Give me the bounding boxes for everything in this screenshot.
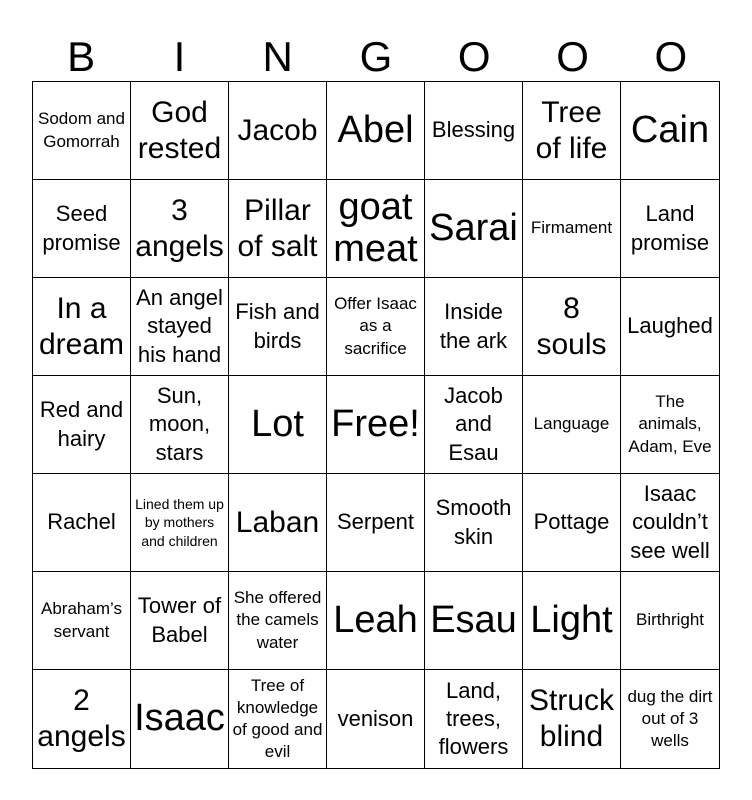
bingo-cell	[523, 180, 621, 278]
cell-text: Tree of life	[535, 95, 608, 165]
cell-text: Sun, moon, stars	[148, 383, 211, 465]
cell-text: Smooth skin	[435, 495, 512, 549]
cell-text: Offer Isaac as a sacrifice	[334, 294, 417, 358]
bingo-cell	[523, 474, 621, 572]
cell-text: Esau	[430, 598, 517, 641]
bingo-cell	[229, 278, 327, 376]
cell-text: Abraham’s servant	[41, 599, 122, 641]
bingo-cell	[229, 82, 327, 180]
bingo-cell	[621, 474, 719, 572]
bingo-cell	[327, 572, 425, 670]
bingo-cell	[131, 82, 229, 180]
bingo-cell	[425, 82, 523, 180]
cell-text: Tree of knowledge of good and evil	[232, 675, 323, 762]
bingo-cell	[425, 180, 523, 278]
bingo-cell	[131, 278, 229, 376]
bingo-cell	[33, 376, 131, 474]
bingo-cell	[425, 278, 523, 376]
bingo-cell	[229, 180, 327, 278]
cell-text: She offered the camels water	[233, 588, 322, 652]
bingo-cell	[327, 82, 425, 180]
header-letter-n: N	[262, 33, 293, 80]
header-letter-o-3: O	[654, 33, 688, 80]
header-letter-o-2: O	[556, 33, 589, 80]
bingo-cell	[131, 572, 229, 670]
cell-text: Isaac	[134, 697, 225, 740]
cell-text: An angel stayed his hand	[136, 285, 223, 367]
cell-text: Land promise	[630, 201, 710, 255]
cell-text: Jacob and Esau	[444, 383, 503, 465]
cell-text: God rested	[137, 95, 222, 165]
bingo-cell	[621, 572, 719, 670]
bingo-cell	[425, 670, 523, 768]
cell-text: Blessing	[431, 117, 516, 143]
cell-text: The animals, Adam, Eve	[628, 392, 712, 456]
cell-text: 2 angels	[37, 684, 126, 753]
cell-text: Pottage	[533, 509, 610, 535]
bingo-cell	[33, 474, 131, 572]
cell-text: Abel	[337, 108, 414, 151]
cell-text: Light	[530, 598, 613, 641]
cell-text: venison	[337, 705, 414, 731]
cell-text: Laban	[235, 505, 320, 539]
bingo-board	[32, 81, 720, 769]
free-space-cell	[327, 376, 425, 474]
bingo-cell	[523, 82, 621, 180]
bingo-cell	[327, 278, 425, 376]
cell-text: Jacob	[237, 113, 318, 147]
header-letter-g: G	[359, 33, 393, 80]
bingo-cell	[523, 376, 621, 474]
cell-text: Seed promise	[42, 201, 121, 255]
cell-text: Lined them up by mothers and children	[135, 496, 224, 549]
cell-text: goat meat	[333, 185, 418, 270]
cell-text: In a dream	[38, 291, 125, 361]
bingo-cell	[229, 474, 327, 572]
bingo-cell	[229, 376, 327, 474]
bingo-cell	[131, 474, 229, 572]
bingo-cell	[229, 670, 327, 768]
cell-text: Fish and birds	[235, 299, 320, 353]
bingo-cell	[131, 670, 229, 768]
cell-text: Serpent	[336, 509, 415, 535]
cell-text: Cain	[630, 108, 710, 151]
cell-text: Leah	[333, 598, 418, 641]
bingo-cell	[425, 474, 523, 572]
cell-text: 8 souls	[536, 291, 607, 361]
bingo-cell	[33, 180, 131, 278]
bingo-cell	[621, 82, 719, 180]
bingo-cell	[621, 376, 719, 474]
cell-text: Laughed	[627, 313, 713, 339]
bingo-cell	[523, 572, 621, 670]
bingo-cell	[229, 572, 327, 670]
bingo-cell	[523, 278, 621, 376]
header-letter-b: B	[67, 33, 96, 80]
bingo-cell	[621, 180, 719, 278]
cell-text: 3 angels	[135, 193, 224, 263]
bingo-cell	[621, 670, 719, 768]
cell-text: Pillar of salt	[237, 193, 318, 263]
bingo-cell	[131, 180, 229, 278]
bingo-cell	[621, 278, 719, 376]
header-letter-o-1: O	[457, 33, 491, 80]
header-letter-i: I	[173, 33, 186, 80]
cell-text: Isaac couldn’t see well	[630, 481, 710, 563]
bingo-cell	[33, 82, 131, 180]
cell-text: Lot	[251, 402, 304, 445]
cell-text: Firmament	[530, 218, 613, 238]
cell-text: Rachel	[47, 509, 116, 535]
cell-text: dug the dirt out of 3 wells	[627, 686, 713, 751]
bingo-cell	[523, 670, 621, 768]
cell-text: Tower of Babel	[137, 593, 222, 647]
bingo-cell	[425, 572, 523, 670]
bingo-header	[32, 32, 720, 82]
cell-text: Land, trees, flowers	[438, 677, 509, 760]
bingo-cell	[327, 474, 425, 572]
cell-text: Birthright	[635, 610, 705, 630]
bingo-cell	[327, 180, 425, 278]
cell-text: Sarai	[429, 206, 518, 249]
cell-text: Struck blind	[528, 684, 615, 753]
cell-text: Inside the ark	[439, 299, 508, 353]
cell-text: Sodom and Gomorrah	[38, 109, 125, 151]
bingo-cell	[33, 670, 131, 768]
bingo-cell	[33, 572, 131, 670]
bingo-cell	[425, 376, 523, 474]
cell-text: Language	[533, 414, 610, 434]
cell-text: Free!	[331, 402, 420, 445]
bingo-cell	[327, 670, 425, 768]
bingo-cell	[33, 278, 131, 376]
bingo-cell	[131, 376, 229, 474]
cell-text: Red and hairy	[39, 397, 124, 451]
